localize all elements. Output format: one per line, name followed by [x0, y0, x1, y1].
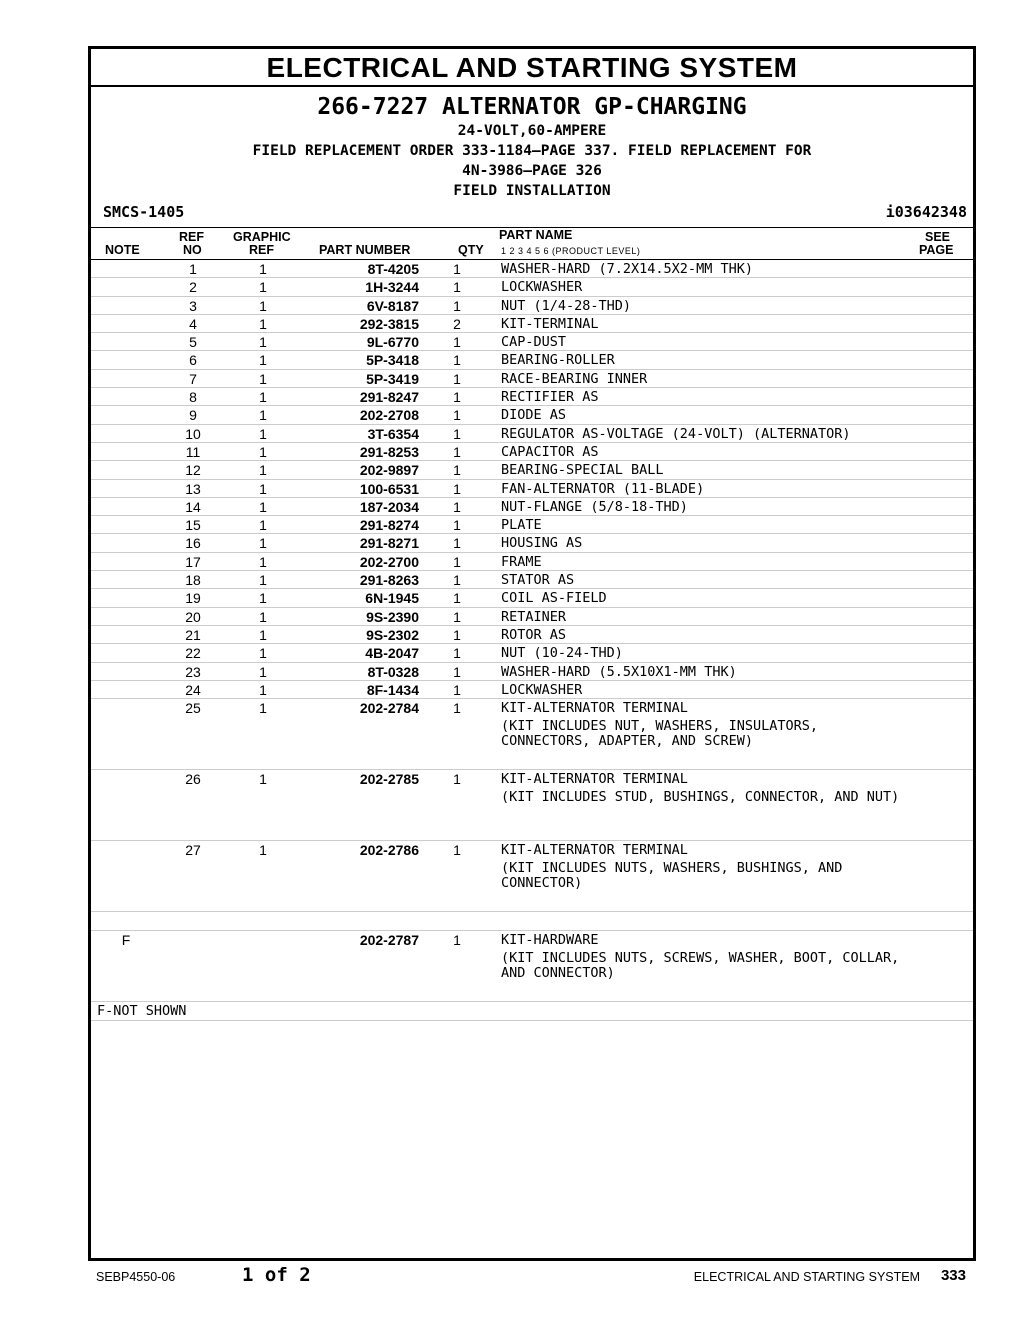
qty-cell: 1 [453, 535, 461, 552]
note-cell [117, 554, 135, 571]
table-row [91, 351, 973, 369]
part-name-cell: NUT (1/4-28-THD) [501, 297, 632, 314]
part-name-cell: CAP-DUST [501, 334, 567, 351]
note-cell [117, 682, 135, 699]
qty-cell: 1 [453, 297, 461, 314]
graphic-ref-cell: 1 [259, 407, 267, 424]
part-number-cell: 202-2700 [359, 553, 419, 570]
doc-number: SEBP4550-06 [96, 1270, 176, 1284]
smcs-code: SMCS-1405 [103, 203, 185, 221]
column-headers [91, 228, 973, 260]
note-cell [117, 842, 135, 859]
graphic-ref-cell: 1 [259, 443, 267, 460]
part-number-cell: 202-2787 [359, 932, 419, 949]
note-cell [117, 590, 135, 607]
col-see-bottom: PAGE [919, 243, 954, 257]
table-row [91, 370, 973, 388]
part-name-cell: KIT-ALTERNATOR TERMINAL [501, 700, 688, 717]
col-product-level: 1 2 3 4 5 6 (PRODUCT LEVEL) [501, 246, 641, 256]
graphic-ref-cell: 1 [259, 608, 267, 625]
ref-no-cell: 18 [185, 572, 201, 589]
part-name-detail: (KIT INCLUDES NUTS, SCREWS, WASHER, BOOT, COLLAR, AND CONNECTOR) [501, 950, 900, 982]
part-name-cell: REGULATOR AS-VOLTAGE (24-VOLT) (ALTERNATOR) [501, 425, 851, 442]
graphic-ref-cell: 1 [259, 681, 267, 698]
part-number-cell: 292-3815 [359, 315, 419, 332]
col-part-number: PART NUMBER [319, 243, 411, 257]
table-row [91, 260, 973, 278]
ref-no-cell: 20 [185, 608, 201, 625]
part-number-cell: 9S-2390 [366, 608, 419, 625]
table-row [91, 608, 973, 626]
table-row [91, 770, 973, 841]
col-ref-bottom: NO [183, 243, 202, 257]
part-number-cell: 9L-6770 [366, 334, 419, 351]
ref-no-cell: 2 [189, 279, 197, 296]
note-cell [117, 645, 135, 662]
qty-cell: 1 [453, 443, 461, 460]
qty-cell: 1 [453, 279, 461, 296]
graphic-ref-cell: 1 [259, 297, 267, 314]
part-number-cell [319, 913, 419, 930]
footer-section: ELECTRICAL AND STARTING SYSTEM [693, 1270, 920, 1284]
table-row [91, 571, 973, 589]
part-name-cell: BEARING-SPECIAL BALL [501, 462, 664, 479]
part-name-cell: KIT-TERMINAL [501, 315, 599, 332]
qty-cell: 1 [453, 480, 461, 497]
ref-no-cell: 13 [185, 480, 201, 497]
note-cell [117, 572, 135, 589]
table-row [91, 333, 973, 351]
table-row [91, 388, 973, 406]
qty-cell: 1 [453, 425, 461, 442]
table-row [91, 589, 973, 607]
qty-cell: 1 [453, 462, 461, 479]
qty-cell: 1 [453, 517, 461, 534]
ref-no-cell: 15 [185, 517, 201, 534]
parts-table [91, 260, 973, 1002]
qty-cell: 2 [453, 315, 461, 332]
graphic-ref-cell: 1 [259, 700, 267, 717]
qty-cell: 1 [453, 261, 461, 277]
qty-cell: 1 [453, 334, 461, 351]
part-name-cell: ROTOR AS [501, 626, 567, 643]
ref-no-cell: 22 [185, 645, 201, 662]
part-name-cell: DIODE AS [501, 407, 567, 424]
part-name-detail: (KIT INCLUDES STUD, BUSHINGS, CONNECTOR, AND NUT) [501, 789, 900, 806]
table-row [91, 912, 973, 931]
note-cell [117, 298, 135, 315]
part-name-cell: NUT-FLANGE (5/8-18-THD) [501, 498, 688, 515]
part-name-cell: CAPACITOR AS [501, 443, 599, 460]
qty-cell: 1 [453, 590, 461, 607]
part-number-cell: 202-2708 [359, 407, 419, 424]
table-row [91, 841, 973, 912]
table-row [91, 315, 973, 333]
part-name-cell: FAN-ALTERNATOR (11-BLADE) [501, 480, 705, 497]
table-row [91, 498, 973, 516]
part-number-cell: 8F-1434 [366, 681, 419, 698]
col-qty: QTY [458, 243, 484, 257]
part-name-cell: NUT (10-24-THD) [501, 645, 623, 662]
table-row [91, 406, 973, 424]
ref-no-cell: 17 [185, 553, 201, 570]
note-cell [117, 609, 135, 626]
table-row [91, 278, 973, 296]
ref-no-cell: 23 [185, 663, 201, 680]
part-number-cell: 291-8271 [359, 535, 419, 552]
table-row [91, 626, 973, 644]
note-cell [117, 352, 135, 369]
ref-no-cell: 4 [189, 315, 197, 332]
page-of: 1 of 2 [242, 1264, 311, 1286]
qty-cell: 1 [453, 370, 461, 387]
note-cell [117, 499, 135, 516]
part-name-cell: HOUSING AS [501, 535, 583, 552]
note-cell [117, 261, 135, 278]
col-see-top: SEE [925, 230, 951, 244]
part-name-cell: STATOR AS [501, 572, 575, 589]
note-cell: F [121, 932, 131, 949]
qty-cell: 1 [453, 626, 461, 643]
ref-no-cell: 19 [185, 590, 201, 607]
part-number-cell: 187-2034 [359, 498, 419, 515]
qty-cell: 1 [453, 932, 461, 949]
graphic-ref-cell: 1 [259, 553, 267, 570]
part-name-cell: WASHER-HARD (7.2X14.5X2-MM THK) [501, 261, 753, 277]
part-number-cell: 9S-2302 [366, 626, 419, 643]
footnote: F-NOT SHOWN [91, 1002, 973, 1021]
table-row [91, 663, 973, 681]
part-name-cell: BEARING-ROLLER [501, 352, 615, 369]
graphic-ref-cell: 1 [259, 517, 267, 534]
qty-cell: 1 [453, 663, 461, 680]
part-number-cell: 1H-3244 [365, 279, 419, 296]
note-cell [117, 517, 135, 534]
note-cell [117, 279, 135, 296]
part-number-cell: 6V-8187 [366, 297, 419, 314]
qty-cell: 1 [453, 645, 461, 662]
graphic-ref-cell: 1 [259, 572, 267, 589]
ref-no-cell: 10 [185, 425, 201, 442]
graphic-ref-cell: 1 [259, 535, 267, 552]
ref-no-cell: 14 [185, 498, 201, 515]
graphic-ref-cell: 1 [259, 645, 267, 662]
group-title: 266-7227 ALTERNATOR GP-CHARGING [317, 94, 747, 120]
note-cell [117, 664, 135, 681]
graphic-ref-cell: 1 [259, 771, 267, 788]
part-number-cell: 8T-4205 [367, 261, 419, 277]
part-number-cell: 5P-3419 [366, 370, 419, 387]
table-row [91, 297, 973, 315]
graphic-ref-cell: 1 [259, 663, 267, 680]
group-line-3: 4N-3986—PAGE 326 [462, 163, 602, 179]
part-name-cell: COIL AS-FIELD [501, 590, 607, 607]
part-name-cell: KIT-ALTERNATOR TERMINAL [501, 771, 688, 788]
ref-no-cell: 21 [185, 626, 201, 643]
graphic-ref-cell: 1 [259, 425, 267, 442]
part-number-cell: 202-2785 [359, 771, 419, 788]
part-name-cell: WASHER-HARD (5.5X10X1-MM THK) [501, 663, 737, 680]
note-cell [117, 334, 135, 351]
graphic-ref-cell: 1 [259, 315, 267, 332]
table-row [91, 699, 973, 770]
qty-cell: 1 [453, 842, 461, 859]
note-cell [117, 426, 135, 443]
group-line-2: FIELD REPLACEMENT ORDER 333-1184—PAGE 337. FIELD REPLACEMENT FOR [252, 143, 812, 159]
table-row [91, 681, 973, 699]
note-cell [117, 771, 135, 788]
graphic-ref-cell: 1 [259, 498, 267, 515]
part-number-cell: 202-2786 [359, 842, 419, 859]
table-row [91, 553, 973, 571]
qty-cell: 1 [453, 572, 461, 589]
note-cell [117, 316, 135, 333]
part-number-cell: 291-8253 [359, 443, 419, 460]
ref-no-cell: 26 [185, 771, 201, 788]
part-number-cell: 291-8247 [359, 389, 419, 406]
illustration-id: i03642348 [885, 203, 967, 221]
ref-no-cell: 7 [189, 370, 197, 387]
part-name-cell: RACE-BEARING INNER [501, 370, 648, 387]
qty-cell: 1 [453, 407, 461, 424]
ref-no-cell: 8 [189, 389, 197, 406]
graphic-ref-cell: 1 [259, 352, 267, 369]
table-row [91, 480, 973, 498]
part-name-cell: LOCKWASHER [501, 279, 583, 296]
col-ref-top: REF [179, 230, 204, 244]
part-name-cell: RECTIFIER AS [501, 389, 599, 406]
qty-cell: 1 [453, 498, 461, 515]
qty-cell: 1 [453, 681, 461, 698]
group-line-4: FIELD INSTALLATION [453, 183, 611, 199]
part-number-cell: 5P-3418 [366, 352, 419, 369]
qty-cell: 1 [453, 771, 461, 788]
ref-no-cell: 11 [185, 443, 201, 460]
note-cell [117, 913, 135, 930]
col-graphic-bottom: REF [249, 243, 274, 257]
part-number-cell: 100-6531 [359, 480, 419, 497]
part-number-cell: 6N-1945 [365, 590, 419, 607]
ref-no-cell: 3 [189, 297, 197, 314]
note-cell [117, 371, 135, 388]
note-cell [117, 444, 135, 461]
graphic-ref-cell: 1 [259, 590, 267, 607]
graphic-ref-cell: 1 [259, 261, 267, 277]
part-name-cell [501, 913, 921, 930]
note-cell [117, 627, 135, 644]
note-cell [117, 481, 135, 498]
note-cell [117, 389, 135, 406]
part-name-cell: RETAINER [501, 608, 567, 625]
table-row [91, 644, 973, 662]
section-title: ELECTRICAL AND STARTING SYSTEM [91, 49, 973, 87]
page-footer [0, 1262, 1020, 1292]
part-number-cell: 202-2784 [359, 700, 419, 717]
graphic-ref-cell: 1 [259, 370, 267, 387]
qty-cell: 1 [453, 389, 461, 406]
ref-no-cell: 25 [185, 700, 201, 717]
graphic-ref-cell: 1 [259, 842, 267, 859]
part-number-cell: 202-9897 [359, 462, 419, 479]
qty-cell: 1 [453, 553, 461, 570]
col-part-name: PART NAME [499, 228, 573, 242]
ref-no-cell: 5 [189, 334, 197, 351]
note-cell [117, 462, 135, 479]
graphic-ref-cell: 1 [259, 279, 267, 296]
qty-cell: 1 [453, 608, 461, 625]
part-number-cell: 8T-0328 [367, 663, 419, 680]
part-name-detail: (KIT INCLUDES NUT, WASHERS, INSULATORS, CONNECTORS, ADAPTER, AND SCREW) [501, 718, 818, 750]
graphic-ref-cell: 1 [259, 626, 267, 643]
part-name-cell: KIT-HARDWARE [501, 932, 599, 949]
table-row [91, 425, 973, 443]
part-number-cell: 291-8274 [359, 517, 419, 534]
ref-no-cell: 16 [185, 535, 201, 552]
ref-no-cell: 6 [189, 352, 197, 369]
note-cell [117, 700, 135, 717]
ref-no-cell: 9 [189, 407, 197, 424]
page-frame [88, 46, 976, 1261]
ref-no-cell: 24 [185, 681, 201, 698]
part-name-cell: LOCKWASHER [501, 681, 583, 698]
table-row [91, 516, 973, 534]
part-name-detail: (KIT INCLUDES NUTS, WASHERS, BUSHINGS, AND CONNECTOR) [501, 860, 843, 892]
ref-no-cell [173, 932, 213, 949]
group-header [91, 93, 973, 201]
col-note: NOTE [105, 243, 140, 257]
ref-no-cell [173, 913, 213, 930]
graphic-ref-cell [243, 932, 283, 949]
graphic-ref-cell: 1 [259, 462, 267, 479]
part-name-cell: PLATE [501, 517, 542, 534]
graphic-ref-cell: 1 [259, 480, 267, 497]
table-row [91, 443, 973, 461]
table-row [91, 534, 973, 552]
smcs-row [91, 201, 973, 228]
graphic-ref-cell: 1 [259, 334, 267, 351]
group-line-1: 24-VOLT,60-AMPERE [457, 123, 607, 139]
graphic-ref-cell: 1 [259, 389, 267, 406]
qty-cell: 1 [453, 352, 461, 369]
page-number: 333 [940, 1267, 966, 1284]
graphic-ref-cell [243, 913, 283, 930]
part-name-cell: FRAME [501, 553, 542, 570]
part-number-cell: 291-8263 [359, 572, 419, 589]
ref-no-cell: 27 [185, 842, 201, 859]
note-cell [117, 407, 135, 424]
note-cell [117, 535, 135, 552]
table-row [91, 461, 973, 479]
part-number-cell: 3T-6354 [367, 425, 419, 442]
ref-no-cell: 1 [189, 261, 197, 277]
qty-cell [447, 913, 467, 930]
qty-cell: 1 [453, 700, 461, 717]
ref-no-cell: 12 [185, 462, 201, 479]
part-number-cell: 4B-2047 [365, 645, 419, 662]
col-graphic-top: GRAPHIC [233, 230, 291, 244]
part-name-cell: KIT-ALTERNATOR TERMINAL [501, 842, 688, 859]
table-row [91, 931, 973, 1002]
